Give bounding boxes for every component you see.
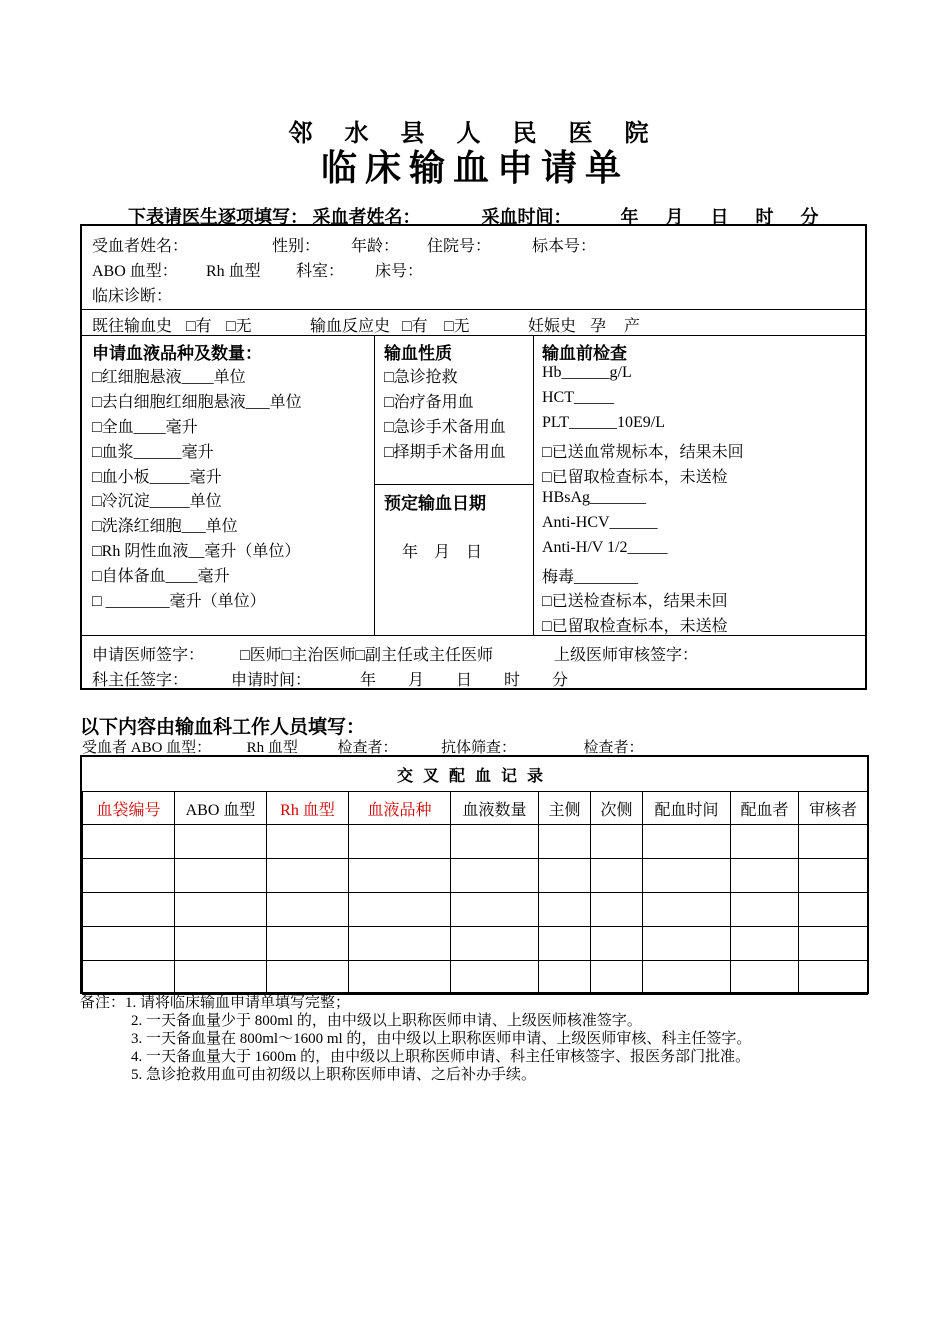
diagnosis-field[interactable]: 临床诊断： (92, 288, 173, 305)
request-section-title: 申请血液品种及数量： (92, 344, 262, 363)
table-row (83, 961, 868, 995)
table-cell[interactable] (731, 859, 799, 893)
table-cell[interactable] (175, 859, 267, 893)
reaction-history-yes-checkbox[interactable]: □有 (402, 318, 428, 335)
table-cell[interactable] (591, 893, 643, 927)
table-cell[interactable] (731, 893, 799, 927)
table-cell[interactable] (175, 961, 267, 995)
table-cell[interactable] (349, 859, 451, 893)
divider (82, 309, 867, 310)
request-item[interactable]: □全血____毫升 (92, 419, 198, 436)
crossmatch-header-cell: 血液品种 (349, 792, 451, 825)
table-cell[interactable] (799, 825, 868, 859)
table-cell[interactable] (591, 825, 643, 859)
table-cell[interactable] (539, 825, 591, 859)
hour-label: 时 (755, 207, 774, 227)
crossmatch-header-cell: 配血时间 (643, 792, 731, 825)
physician-level-options[interactable]: □医师□主治医师□副主任或主任医师 (240, 647, 493, 664)
table-cell[interactable] (267, 825, 349, 859)
month-label: 月 (665, 207, 684, 227)
crossmatch-header-cell: 血液数量 (451, 792, 539, 825)
table-cell[interactable] (799, 893, 868, 927)
table-cell[interactable] (175, 825, 267, 859)
patient-name-field[interactable]: 受血者姓名： (92, 238, 189, 255)
bed-number-field[interactable]: 床号： (375, 263, 424, 280)
apply-time-field[interactable]: 年 月 日 时 分 (360, 672, 569, 689)
table-cell[interactable] (349, 825, 451, 859)
recipient-abo-field[interactable]: 受血者 ABO 血型： (82, 740, 212, 756)
scheduled-date-title: 预定输血日期 (384, 494, 486, 513)
transfusion-history-yes-checkbox[interactable]: □有 (186, 318, 212, 335)
table-cell[interactable] (349, 893, 451, 927)
specimen-number-field[interactable]: 标本号： (532, 238, 597, 255)
table-cell[interactable] (83, 893, 175, 927)
table-cell[interactable] (451, 961, 539, 995)
rh-type-field[interactable]: Rh 血型 (206, 263, 261, 280)
reaction-history-label: 输血反应史 (310, 318, 391, 335)
table-cell[interactable] (591, 961, 643, 995)
crossmatch-header-cell: 次侧 (591, 792, 643, 825)
request-item[interactable]: □洗涤红细胞___单位 (92, 518, 238, 535)
crossmatch-header-cell: ABO 血型 (175, 792, 267, 825)
applicant-signature-field[interactable]: 申请医师签字： (92, 647, 205, 664)
crossmatch-header-cell: 血袋编号 (83, 792, 175, 825)
age-field[interactable]: 年龄： (351, 238, 400, 255)
divider (82, 635, 867, 636)
table-cell[interactable] (643, 825, 731, 859)
table-cell[interactable] (83, 859, 175, 893)
lab-section-fields (82, 736, 643, 757)
table-cell[interactable] (451, 859, 539, 893)
table-cell[interactable] (267, 927, 349, 961)
table-cell[interactable] (731, 961, 799, 995)
crossmatch-header-cell: 审核者 (799, 792, 868, 825)
table-cell[interactable] (799, 961, 868, 995)
director-signature-field[interactable]: 科主任签字： (92, 672, 189, 689)
nature-option[interactable]: □急诊手术备用血 (384, 419, 506, 436)
day-label: 日 (710, 207, 729, 227)
pretest-item[interactable]: □已留取检查标本，未送检 (542, 469, 728, 486)
divider (374, 484, 533, 485)
table-cell[interactable] (731, 825, 799, 859)
pretest-item[interactable]: PLT______10E9/L (542, 414, 665, 431)
request-item[interactable]: □自体备血____毫升 (92, 568, 230, 585)
pretest-item[interactable]: Hb______g/L (542, 364, 632, 381)
antibody-screen-field[interactable]: 抗体筛查： (440, 740, 516, 756)
apply-time-label: 申请时间： (231, 672, 312, 689)
pretest-title: 输血前检查 (542, 344, 627, 363)
column-divider (374, 335, 375, 635)
table-cell[interactable] (731, 927, 799, 961)
transfusion-nature-title: 输血性质 (384, 344, 452, 363)
transfusion-history-no-checkbox[interactable]: □无 (226, 318, 252, 335)
table-row (83, 893, 868, 927)
table-cell[interactable] (591, 859, 643, 893)
senior-signature-field[interactable]: 上级医师审核签字： (554, 647, 699, 664)
request-item[interactable]: □红细胞悬液____单位 (92, 369, 246, 386)
table-cell[interactable] (267, 893, 349, 927)
note-item: 5. 急诊抢救用血可由初级以上职称医师申请、之后补办手续。 (131, 1067, 537, 1083)
table-cell[interactable] (591, 927, 643, 961)
year-label: 年 (620, 207, 639, 227)
table-cell[interactable] (539, 859, 591, 893)
note-item: 1. 请将临床输血申请单填写完整； (125, 995, 351, 1011)
table-cell[interactable] (451, 893, 539, 927)
table-cell[interactable] (349, 927, 451, 961)
note-item: 4. 一天备血量大于 1600m 的，由中级以上职称医师申请、科主任审核签字、报医务部门批准。 (131, 1049, 751, 1065)
request-item[interactable]: □血小板_____毫升 (92, 469, 222, 486)
request-item[interactable]: □Rh 阴性血液__毫升（单位） (92, 543, 301, 560)
birth-count-field[interactable]: 产 (624, 318, 641, 335)
table-row (83, 927, 868, 961)
instruction-text: 下表请医生逐项填写： (128, 207, 308, 227)
lab-section-title: 以下内容由输血科工作人员填写： (80, 717, 366, 738)
divider (82, 335, 867, 336)
table-cell[interactable] (175, 927, 267, 961)
pretest-item[interactable]: Anti-HCV______ (542, 514, 658, 531)
crossmatch-header-cell: Rh 血型 (267, 792, 349, 825)
pretest-item[interactable]: 梅毒________ (542, 569, 639, 586)
table-cell[interactable] (799, 927, 868, 961)
crossmatch-caption: 交叉配血记录 (83, 757, 868, 792)
crossmatch-table (82, 757, 868, 995)
table-cell[interactable] (643, 859, 731, 893)
pretest-item[interactable]: HBsAg_______ (542, 489, 647, 506)
note-item: 2. 一天备血量少于 800ml 的，由中级以上职称医师申请、上级医师核准签字。 (131, 1013, 642, 1029)
checker-field[interactable]: 检查者： (337, 740, 398, 756)
table-cell[interactable] (83, 825, 175, 859)
admission-number-field[interactable]: 住院号： (427, 238, 492, 255)
table-cell[interactable] (349, 961, 451, 995)
table-cell[interactable] (643, 927, 731, 961)
table-cell[interactable] (451, 927, 539, 961)
department-field[interactable]: 科室： (296, 263, 345, 280)
pretest-item[interactable]: Anti-H/V 1/2_____ (542, 539, 668, 556)
pregnancy-count-field[interactable]: 孕 (590, 318, 607, 335)
minute-label: 分 (800, 207, 819, 227)
reaction-history-no-checkbox[interactable]: □无 (444, 318, 470, 335)
table-cell[interactable] (267, 961, 349, 995)
application-form-box (80, 224, 867, 690)
pretest-item[interactable]: □已留取检查标本，未送检 (542, 618, 728, 635)
note-item: 3. 一天备血量在 800ml～1600 ml 的，由中级以上职称医师申请、上级医师审核、科主任签字。 (131, 1031, 752, 1047)
table-cell[interactable] (643, 893, 731, 927)
request-item[interactable]: □冷沉淀_____单位 (92, 493, 222, 510)
table-cell[interactable] (267, 859, 349, 893)
hospital-name: 邻 水 县 人 民 医 院 (288, 121, 662, 147)
scheduled-date-field[interactable]: 年 月 日 (402, 544, 483, 561)
abo-type-field[interactable]: ABO 血型： (92, 263, 178, 280)
table-row (83, 825, 868, 859)
table-row (83, 859, 868, 893)
table-cell[interactable] (539, 927, 591, 961)
table-cell[interactable] (539, 961, 591, 995)
table-cell[interactable] (643, 961, 731, 995)
pretest-item[interactable]: □已送血常规标本，结果未回 (542, 444, 744, 461)
pretest-item[interactable]: HCT_____ (542, 389, 614, 406)
collector-label: 采血者姓名： (312, 207, 421, 227)
table-cell[interactable] (83, 961, 175, 995)
notes-label: 备注： (80, 995, 126, 1011)
table-cell[interactable] (539, 893, 591, 927)
sex-field[interactable]: 性别： (272, 238, 321, 255)
request-item[interactable]: □血浆______毫升 (92, 444, 214, 461)
table-cell[interactable] (799, 859, 868, 893)
crossmatch-box (80, 755, 869, 994)
transfusion-history-label: 既往输血史 (92, 318, 173, 335)
collection-time-label: 采血时间： (481, 207, 572, 227)
recipient-rh-field[interactable]: Rh 血型 (246, 740, 298, 756)
nature-option[interactable]: □急诊抢救 (384, 369, 458, 386)
notes (80, 994, 751, 1084)
request-item[interactable]: □ ________毫升（单位） (92, 593, 266, 610)
form-title: 临床输血申请单 (320, 148, 629, 188)
nature-option[interactable]: □择期手术备用血 (384, 444, 506, 461)
table-cell[interactable] (451, 825, 539, 859)
crossmatch-header-cell: 配血者 (731, 792, 799, 825)
request-item[interactable]: □去白细胞红细胞悬液___单位 (92, 394, 302, 411)
crossmatch-header-cell: 主侧 (539, 792, 591, 825)
column-divider (533, 335, 534, 635)
checker-field-2[interactable]: 检查者： (583, 740, 644, 756)
nature-option[interactable]: □治疗备用血 (384, 394, 474, 411)
pretest-item[interactable]: □已送检查标本，结果未回 (542, 593, 728, 610)
pregnancy-history-label: 妊娠史 (528, 318, 577, 335)
table-cell[interactable] (175, 893, 267, 927)
table-cell[interactable] (83, 927, 175, 961)
